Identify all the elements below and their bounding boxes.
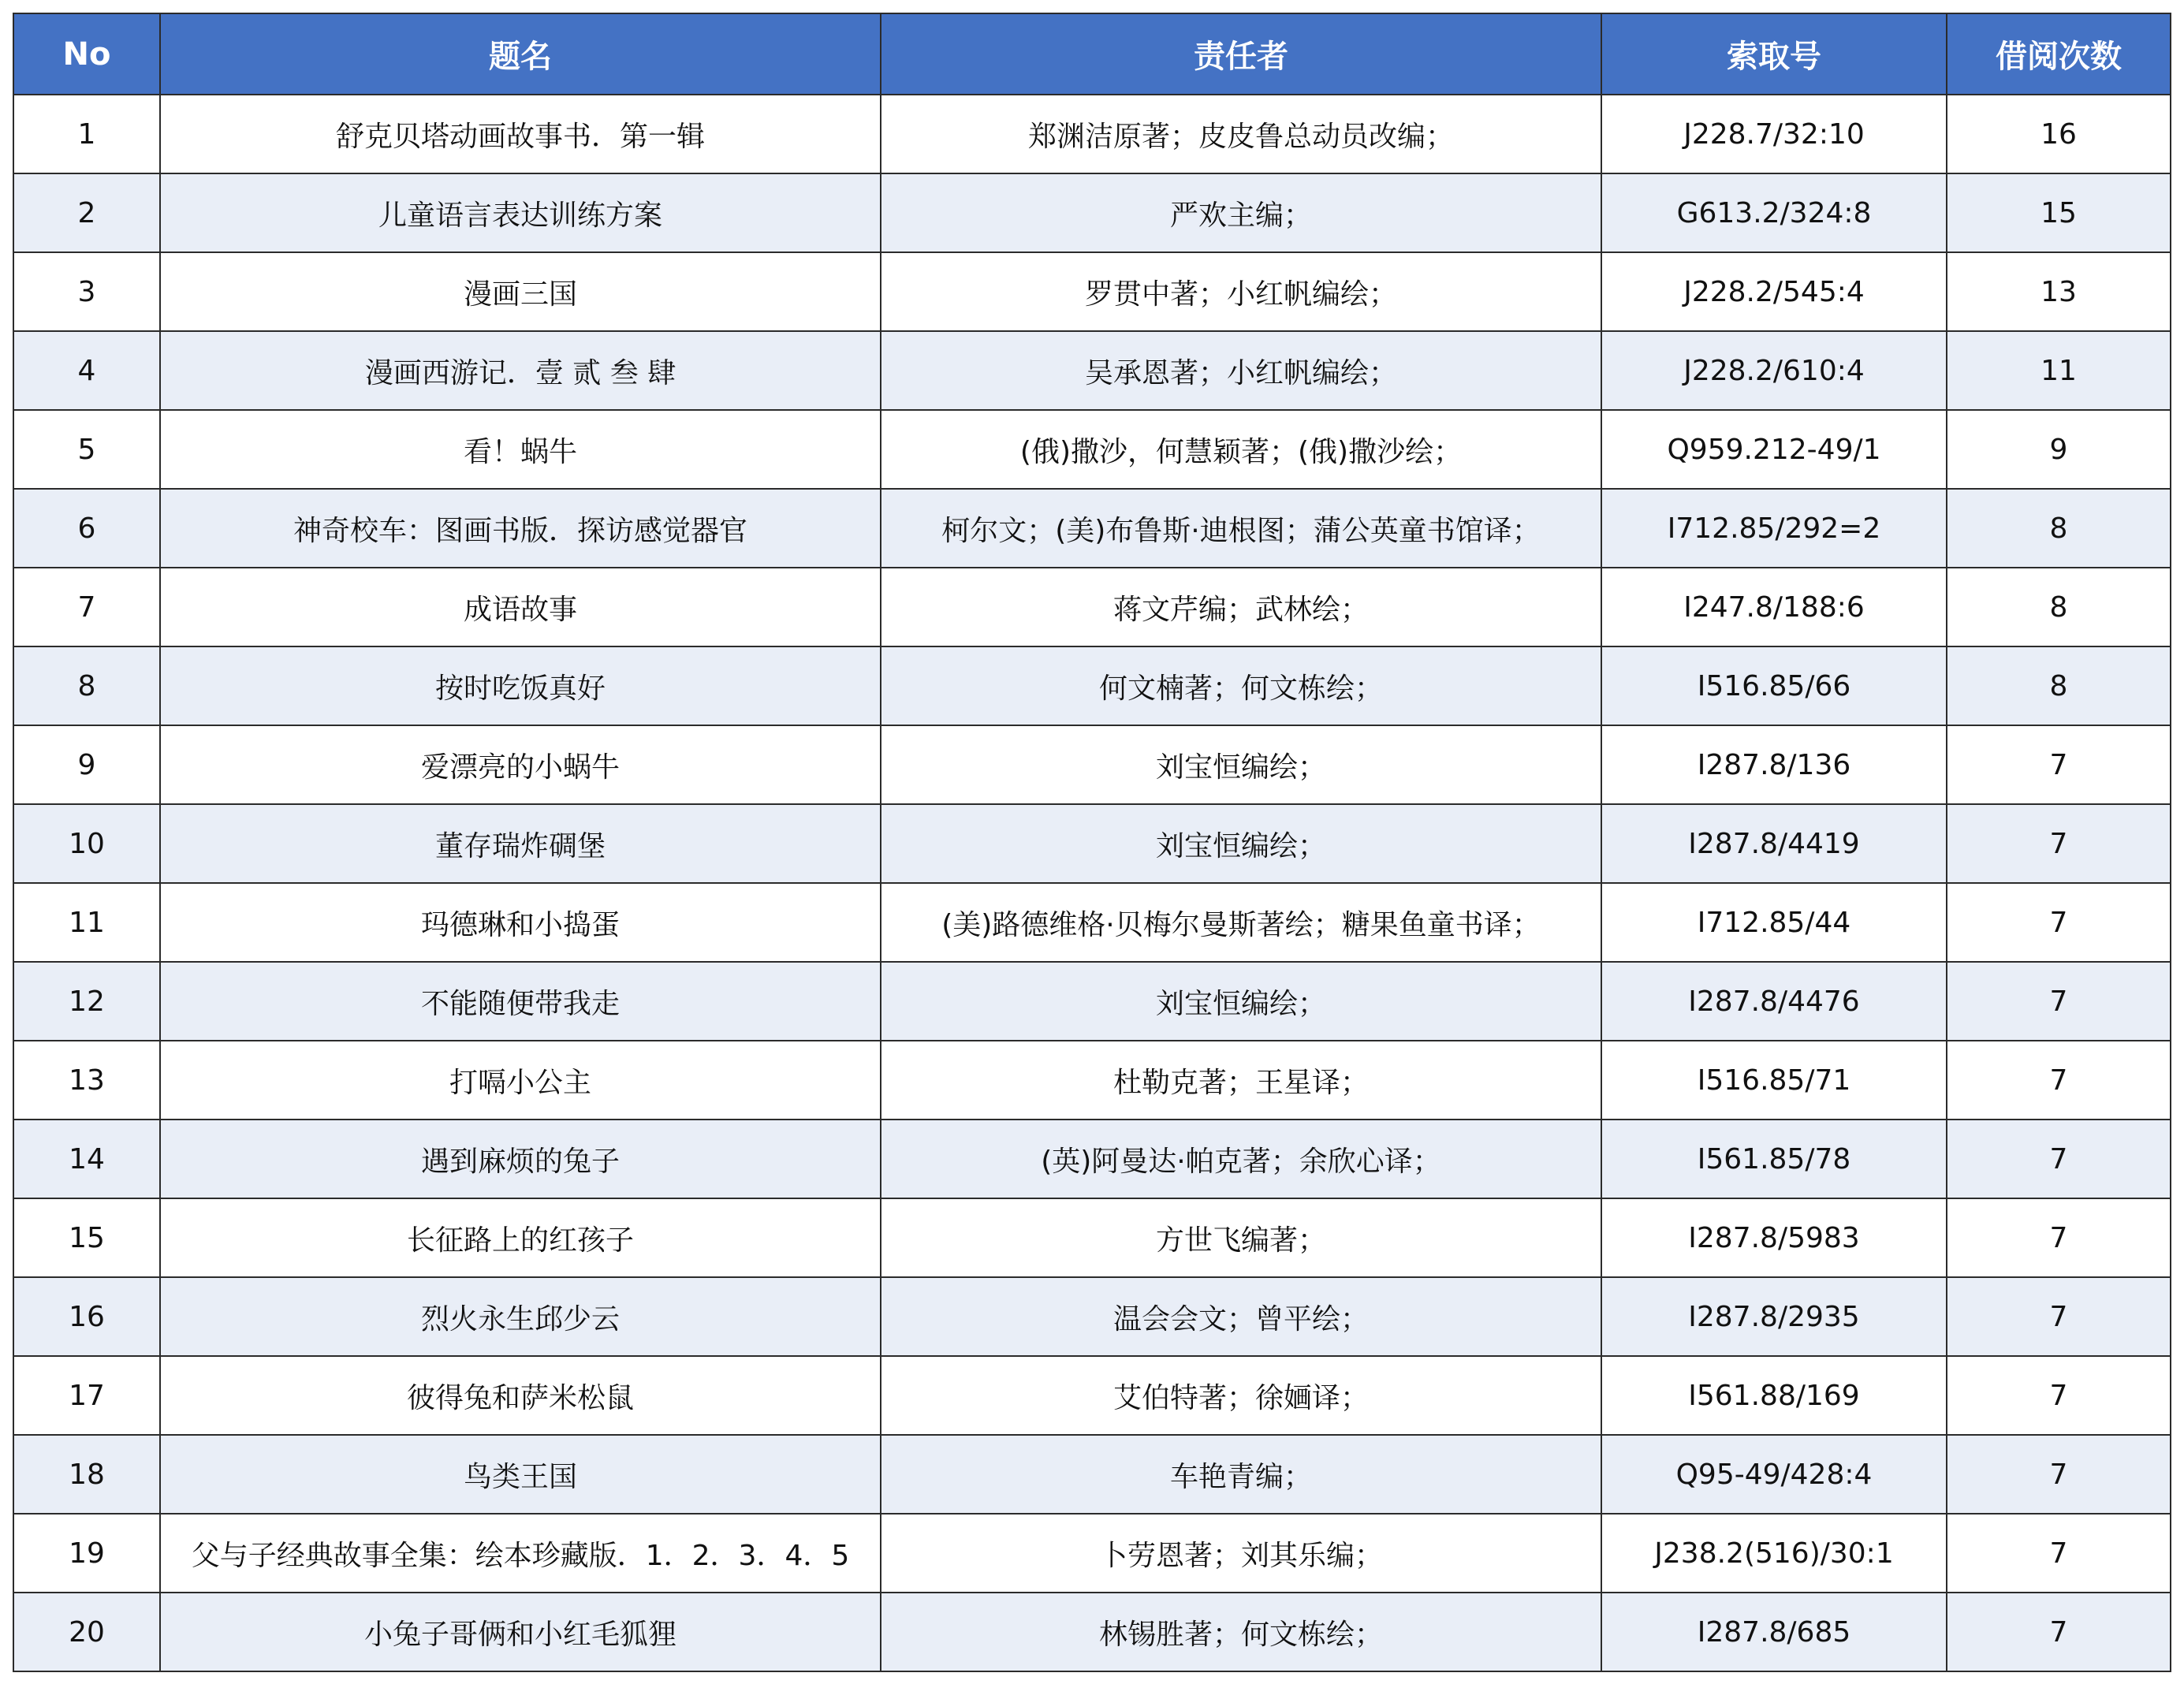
cell-no: 18	[13, 1435, 160, 1514]
table-row[interactable]	[13, 1593, 2171, 1671]
cell-borrow-count: 7	[1947, 1435, 2171, 1514]
cell-no: 9	[13, 725, 160, 804]
cell-author: 罗贯中著；小红帆编绘；	[881, 252, 1601, 331]
cell-title: 长征路上的红孩子	[160, 1198, 881, 1277]
cell-call-number: I287.8/5983	[1601, 1198, 1947, 1277]
cell-author: (俄)撒沙，何慧颖著；(俄)撒沙绘；	[881, 410, 1601, 489]
cell-no: 2	[13, 173, 160, 252]
cell-no: 13	[13, 1041, 160, 1120]
cell-borrow-count: 7	[1947, 1593, 2171, 1671]
cell-title: 不能随便带我走	[160, 962, 881, 1041]
header-author[interactable]: 责任者	[881, 13, 1601, 95]
cell-borrow-count: 7	[1947, 962, 2171, 1041]
cell-borrow-count: 9	[1947, 410, 2171, 489]
cell-title: 打嗝小公主	[160, 1041, 881, 1120]
cell-author: 刘宝恒编绘；	[881, 962, 1601, 1041]
cell-borrow-count: 7	[1947, 1120, 2171, 1198]
cell-author: (英)阿曼达·帕克著；余欣心译；	[881, 1120, 1601, 1198]
table-row[interactable]	[13, 1356, 2171, 1435]
cell-borrow-count: 7	[1947, 1356, 2171, 1435]
table-row[interactable]	[13, 95, 2171, 173]
borrow-ranking-table-container	[13, 13, 2171, 1672]
cell-author: 林锡胜著；何文栋绘；	[881, 1593, 1601, 1671]
cell-borrow-count: 8	[1947, 646, 2171, 725]
cell-author: 郑渊洁原著；皮皮鲁总动员改编；	[881, 95, 1601, 173]
table-row[interactable]	[13, 1120, 2171, 1198]
cell-borrow-count: 11	[1947, 331, 2171, 410]
cell-borrow-count: 7	[1947, 1514, 2171, 1593]
cell-title: 鸟类王国	[160, 1435, 881, 1514]
cell-author: 刘宝恒编绘；	[881, 804, 1601, 883]
cell-borrow-count: 7	[1947, 804, 2171, 883]
table-row[interactable]	[13, 883, 2171, 962]
table-row[interactable]	[13, 1277, 2171, 1356]
cell-title: 董存瑞炸碉堡	[160, 804, 881, 883]
cell-call-number: I287.8/685	[1601, 1593, 1947, 1671]
cell-title: 小兔子哥俩和小红毛狐狸	[160, 1593, 881, 1671]
cell-author: 车艳青编；	[881, 1435, 1601, 1514]
header-no[interactable]: No	[13, 13, 160, 95]
cell-call-number: J238.2(516)/30:1	[1601, 1514, 1947, 1593]
cell-author: 方世飞编著；	[881, 1198, 1601, 1277]
cell-no: 4	[13, 331, 160, 410]
table-row[interactable]	[13, 725, 2171, 804]
cell-borrow-count: 7	[1947, 725, 2171, 804]
cell-title: 舒克贝塔动画故事书．第一辑	[160, 95, 881, 173]
cell-call-number: J228.2/610:4	[1601, 331, 1947, 410]
cell-no: 20	[13, 1593, 160, 1671]
cell-title: 遇到麻烦的兔子	[160, 1120, 881, 1198]
cell-call-number: I287.8/136	[1601, 725, 1947, 804]
cell-author: 严欢主编；	[881, 173, 1601, 252]
table-row[interactable]	[13, 489, 2171, 568]
cell-title: 彼得兔和萨米松鼠	[160, 1356, 881, 1435]
cell-call-number: J228.7/32:10	[1601, 95, 1947, 173]
cell-no: 14	[13, 1120, 160, 1198]
cell-no: 11	[13, 883, 160, 962]
cell-call-number: I287.8/2935	[1601, 1277, 1947, 1356]
cell-title: 儿童语言表达训练方案	[160, 173, 881, 252]
table-row[interactable]	[13, 1514, 2171, 1593]
table-row[interactable]	[13, 1041, 2171, 1120]
header-call-number[interactable]: 索取号	[1601, 13, 1947, 95]
cell-no: 5	[13, 410, 160, 489]
cell-author: 蒋文芹编；武林绘；	[881, 568, 1601, 646]
table-row[interactable]	[13, 252, 2171, 331]
cell-title: 神奇校车：图画书版．探访感觉器官	[160, 489, 881, 568]
cell-borrow-count: 7	[1947, 1041, 2171, 1120]
cell-call-number: I712.85/44	[1601, 883, 1947, 962]
cell-call-number: I247.8/188:6	[1601, 568, 1947, 646]
cell-no: 16	[13, 1277, 160, 1356]
table-body	[13, 95, 2171, 1671]
header-borrow-count[interactable]: 借阅次数	[1947, 13, 2171, 95]
table-header	[13, 13, 2171, 95]
cell-no: 7	[13, 568, 160, 646]
cell-call-number: J228.2/545:4	[1601, 252, 1947, 331]
cell-borrow-count: 16	[1947, 95, 2171, 173]
cell-call-number: I287.8/4419	[1601, 804, 1947, 883]
cell-no: 1	[13, 95, 160, 173]
cell-title: 爱漂亮的小蜗牛	[160, 725, 881, 804]
table-row[interactable]	[13, 1435, 2171, 1514]
cell-title: 玛德琳和小捣蛋	[160, 883, 881, 962]
cell-title: 漫画三国	[160, 252, 881, 331]
cell-title: 看！蜗牛	[160, 410, 881, 489]
cell-call-number: I712.85/292=2	[1601, 489, 1947, 568]
cell-author: 艾伯特著；徐婳译；	[881, 1356, 1601, 1435]
table-row[interactable]	[13, 331, 2171, 410]
cell-title: 漫画西游记．壹 贰 叁 肆	[160, 331, 881, 410]
cell-call-number: I516.85/66	[1601, 646, 1947, 725]
cell-no: 8	[13, 646, 160, 725]
cell-no: 3	[13, 252, 160, 331]
cell-borrow-count: 15	[1947, 173, 2171, 252]
cell-title: 烈火永生邱少云	[160, 1277, 881, 1356]
cell-call-number: Q959.212-49/1	[1601, 410, 1947, 489]
table-row[interactable]	[13, 962, 2171, 1041]
cell-no: 6	[13, 489, 160, 568]
cell-no: 10	[13, 804, 160, 883]
cell-author: 刘宝恒编绘；	[881, 725, 1601, 804]
cell-author: 柯尔文；(美)布鲁斯·迪根图；蒲公英童书馆译；	[881, 489, 1601, 568]
cell-author: 吴承恩著；小红帆编绘；	[881, 331, 1601, 410]
table-row[interactable]	[13, 1198, 2171, 1277]
cell-no: 15	[13, 1198, 160, 1277]
table-row[interactable]	[13, 173, 2171, 252]
cell-call-number: I516.85/71	[1601, 1041, 1947, 1120]
cell-author: 温会会文；曾平绘；	[881, 1277, 1601, 1356]
cell-call-number: I561.85/78	[1601, 1120, 1947, 1198]
cell-author: 杜勒克著；王星译；	[881, 1041, 1601, 1120]
cell-author: (美)路德维格·贝梅尔曼斯著绘；糖果鱼童书译；	[881, 883, 1601, 962]
cell-call-number: Q95-49/428:4	[1601, 1435, 1947, 1514]
cell-author: 卜劳恩著；刘其乐编；	[881, 1514, 1601, 1593]
cell-no: 17	[13, 1356, 160, 1435]
table-row[interactable]	[13, 646, 2171, 725]
header-row	[13, 13, 2171, 95]
cell-title: 按时吃饭真好	[160, 646, 881, 725]
cell-borrow-count: 8	[1947, 489, 2171, 568]
cell-title: 成语故事	[160, 568, 881, 646]
cell-no: 19	[13, 1514, 160, 1593]
cell-borrow-count: 7	[1947, 1198, 2171, 1277]
cell-borrow-count: 13	[1947, 252, 2171, 331]
header-title[interactable]: 题名	[160, 13, 881, 95]
table-row[interactable]	[13, 568, 2171, 646]
cell-borrow-count: 8	[1947, 568, 2171, 646]
borrow-ranking-table	[13, 13, 2171, 1672]
cell-call-number: I561.88/169	[1601, 1356, 1947, 1435]
cell-call-number: G613.2/324:8	[1601, 173, 1947, 252]
cell-author: 何文楠著；何文栋绘；	[881, 646, 1601, 725]
cell-no: 12	[13, 962, 160, 1041]
table-row[interactable]	[13, 804, 2171, 883]
cell-call-number: I287.8/4476	[1601, 962, 1947, 1041]
cell-title: 父与子经典故事全集：绘本珍藏版．1．2．3．4．5	[160, 1514, 881, 1593]
cell-borrow-count: 7	[1947, 883, 2171, 962]
cell-borrow-count: 7	[1947, 1277, 2171, 1356]
table-row[interactable]	[13, 410, 2171, 489]
